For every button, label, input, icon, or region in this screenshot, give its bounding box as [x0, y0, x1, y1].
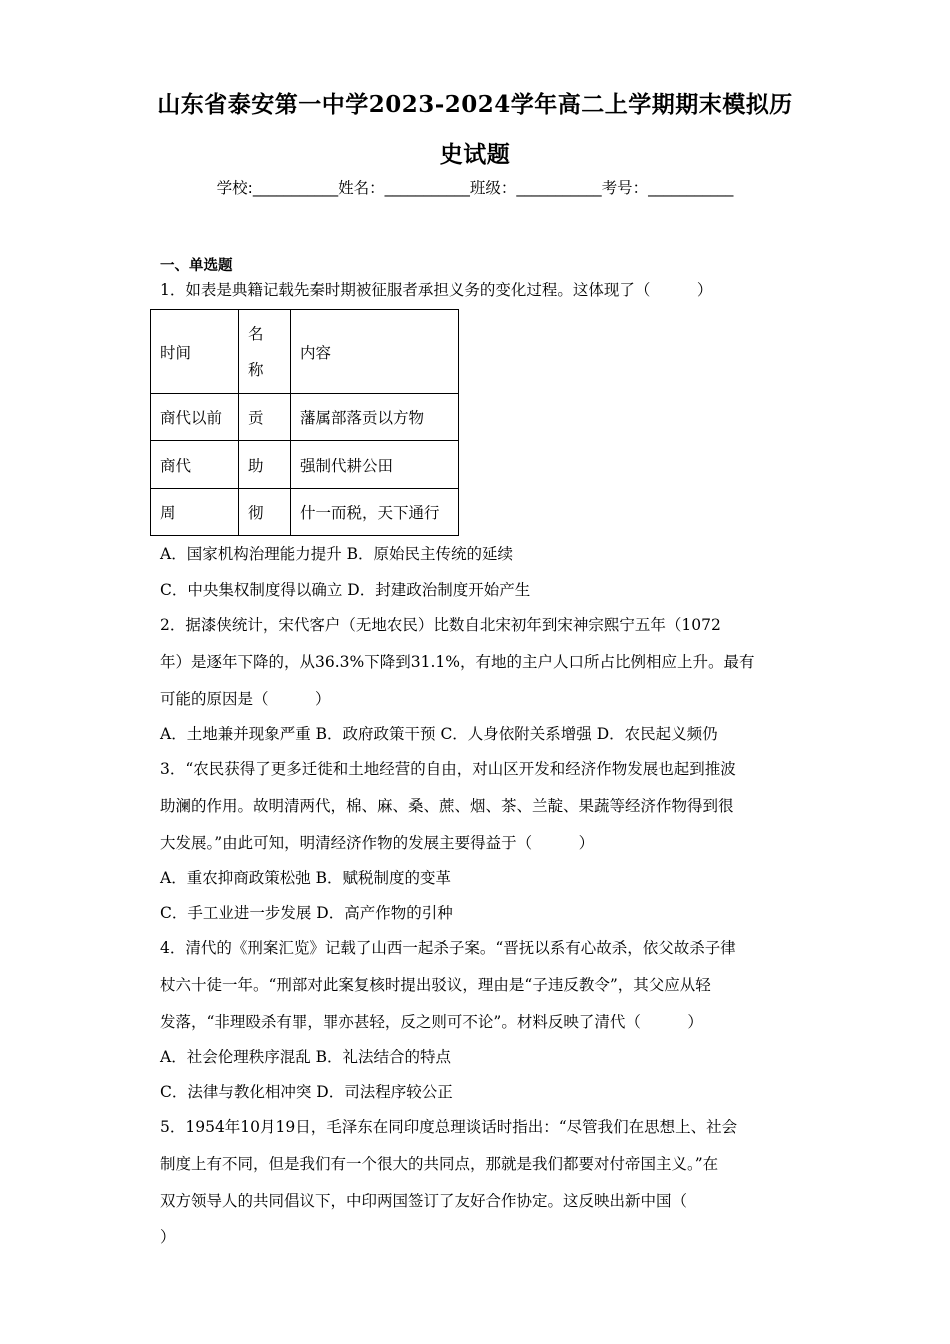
section-title: 一、单选题 [160, 258, 233, 274]
q4-stem-line: 4．清代的《刑案汇览》记载了山西一起杀子案。“晋抚以系有心故杀，依父故杀子律 [160, 939, 736, 957]
table-cell: 贡 [239, 394, 291, 441]
q5-stem-line: ） [160, 1228, 176, 1246]
q3-stem-line: 3．“农民获得了更多迁徙和土地经营的自由，对山区开发和经济作物发展也起到推波 [160, 760, 736, 778]
q4-option-line: A．社会伦理秩序混乱 B．礼法结合的特点 [160, 1048, 452, 1066]
q4-option-line: C．法律与教化相冲突 D．司法程序较公正 [160, 1083, 453, 1101]
q3-stem-line: 大发展。”由此可知，明清经济作物的发展主要得益于（ ） [160, 834, 595, 852]
table-cell: 商代以前 [151, 394, 239, 441]
student-info-line: 学校:___________姓名：___________班级：___________考号：___________ [216, 179, 734, 197]
q5-stem-line: 制度上有不同，但是我们有一个很大的共同点，那就是我们都要对付帝国主义。”在 [160, 1155, 719, 1173]
table-cell: 强制代耕公田 [291, 441, 459, 489]
table-header-cell [239, 310, 291, 394]
table-row [151, 441, 459, 489]
table-header-cell: 内容 [291, 310, 459, 394]
q2-stem-line: 可能的原因是（ ） [160, 690, 331, 708]
exam-title-line2: 史试题 [439, 141, 511, 168]
header-char: 称 [248, 360, 264, 379]
exam-title-line1: 山东省泰安第一中学2023-2024学年高二上学期期末模拟历 [157, 91, 793, 118]
q3-stem-line: 助澜的作用。故明清两代，棉、麻、桑、蔗、烟、茶、兰靛、果蔬等经济作物得到很 [160, 797, 734, 815]
q1-option-line: A．国家机构治理能力提升 B．原始民主传统的延续 [160, 545, 514, 563]
q4-stem-line: 发落，“非理殴杀有罪，罪亦甚轻，反之则可不论”。材料反映了清代（ ） [160, 1013, 703, 1031]
q2-stem-line: 2．据漆侠统计，宋代客户（无地农民）比数自北宋初年到宋神宗熙宁五年（1072 [160, 616, 721, 634]
q1-stem: 1．如表是典籍记载先秦时期被征服者承担义务的变化过程。这体现了（ ） [160, 281, 713, 299]
table-cell: 藩属部落贡以方物 [291, 394, 459, 441]
table-cell: 彻 [239, 489, 291, 536]
q1-table [150, 309, 459, 536]
table-header-cell: 时间 [151, 310, 239, 394]
q2-option-line: A．土地兼并现象严重 B．政府政策干预 C．人身依附关系增强 D．农民起义频仍 [160, 725, 718, 743]
table-header-row [151, 310, 459, 394]
q3-option-line: C．手工业进一步发展 D．高产作物的引种 [160, 904, 453, 922]
q3-option-line: A．重农抑商政策松弛 B．赋税制度的变革 [160, 869, 452, 887]
table-cell: 助 [239, 441, 291, 489]
q4-stem-line: 杖六十徒一年。“刑部对此案复核时提出驳议，理由是“子违反教令”，其父应从轻 [160, 976, 711, 994]
header-char: 名 [248, 324, 264, 343]
table-cell: 什一而税，天下通行 [291, 489, 459, 536]
table-row [151, 394, 459, 441]
q5-stem-line: 5．1954年10月19日，毛泽东在同印度总理谈话时指出：“尽管我们在思想上、社会 [160, 1118, 738, 1136]
table-cell: 周 [151, 489, 239, 536]
q1-option-line: C．中央集权制度得以确立 D．封建政治制度开始产生 [160, 581, 531, 599]
q2-stem-line: 年）是逐年下降的，从36.3%下降到31.1%，有地的主户人口所占比例相应上升。最有 [160, 653, 755, 671]
table-cell: 商代 [151, 441, 239, 489]
q5-stem-line: 双方领导人的共同倡议下，中印两国签订了友好合作协定。这反映出新中国（ [160, 1192, 688, 1210]
table-row [151, 489, 459, 536]
